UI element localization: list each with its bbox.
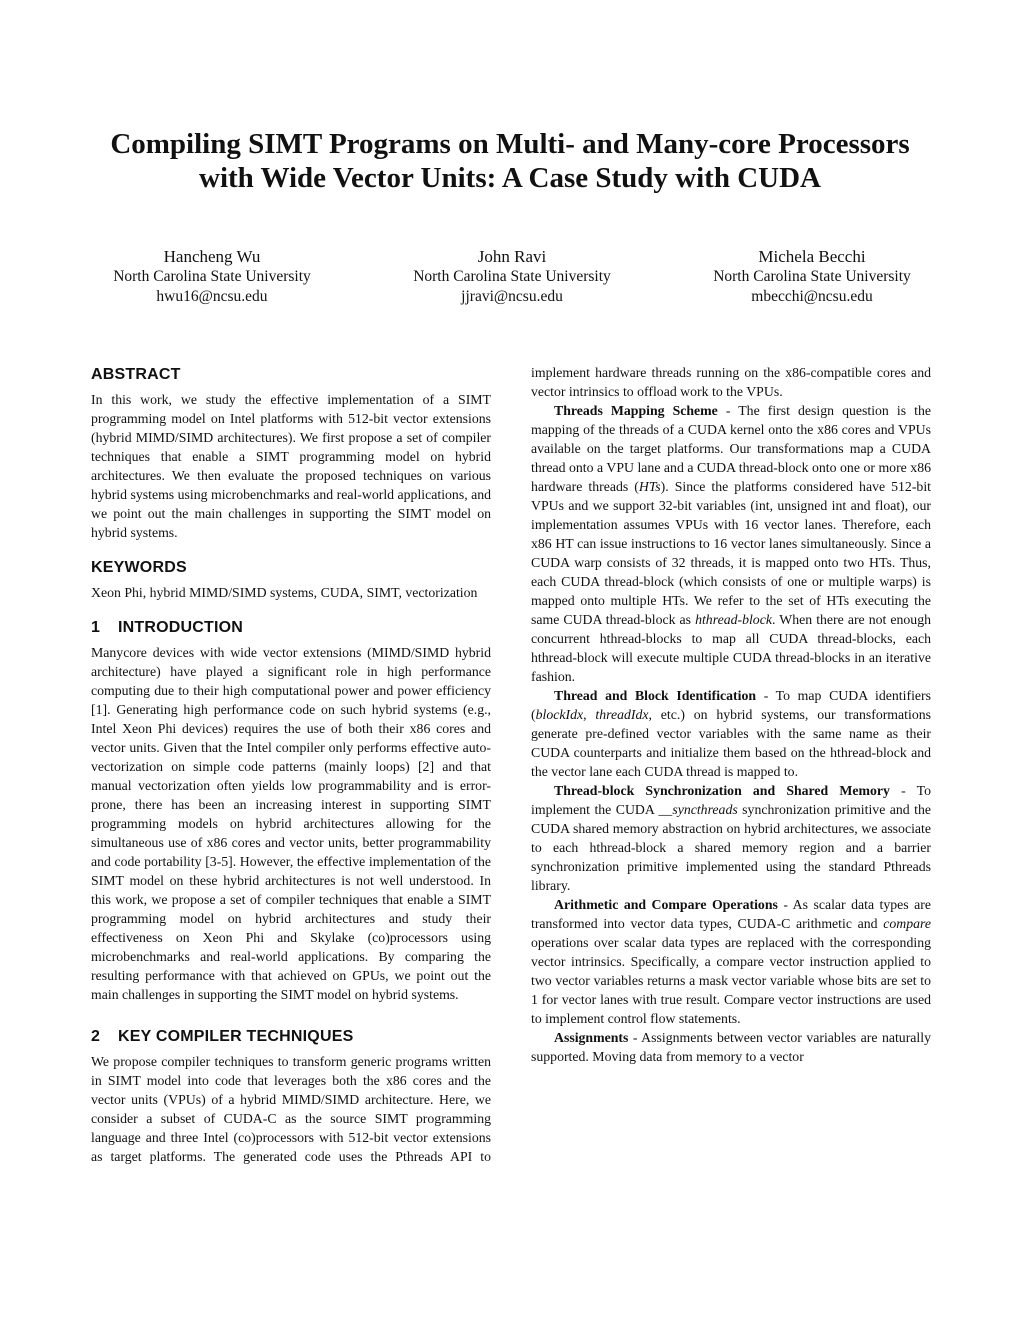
section-number: 2 bbox=[91, 1028, 101, 1045]
emphasis: HTs bbox=[638, 479, 661, 494]
author-email[interactable]: hwu16@ncsu.edu bbox=[156, 288, 268, 305]
emphasis: threadIdx bbox=[595, 707, 649, 722]
author-name: Michela Becchi bbox=[758, 247, 866, 266]
techniques-heading bbox=[91, 1027, 491, 1047]
paragraph-text: - To implement the CUDA bbox=[531, 783, 932, 817]
paragraph-text: ). Since the platforms considered have 512-bit VPUs and we support 32-bit variables (int, unsigned int and float), our implementation assumes VPUs with 16 vector lanes. Therefore, each x86 HT can issue instructions to 16 vector lanes simultaneously. Since a CUDA warp consists of 32 threads, it is mapped onto two HTs. Thus, each CUDA thread-block (which consists of one or multiple warps) is mapped onto multiple HTs. We refer to the set of HTs executing the same CUDA thread-block as bbox=[531, 479, 931, 627]
paragraph-synchronization bbox=[531, 781, 931, 895]
run-in-heading: Arithmetic and Compare Operations bbox=[554, 897, 778, 912]
techniques-intro-continued: implement hardware threads running on the x86-compatible cores and vector intrinsics to offload work to the VPUs. bbox=[531, 365, 931, 399]
abstract-heading: ABSTRACT bbox=[91, 366, 181, 383]
paragraph-text: - The first design question is the mapping of the threads of a CUDA kernel onto the x86 cores and VPUs available on the target platforms. Our transformations map a CUDA thread onto a VPU lane and a CUDA thread-block onto one or more x86 hardware threads ( bbox=[531, 403, 931, 494]
emphasis: hthread-block bbox=[695, 612, 772, 627]
author-block bbox=[662, 247, 962, 307]
right-column bbox=[531, 363, 931, 1066]
author-affiliation: North Carolina State University bbox=[713, 268, 911, 285]
emphasis: __syncthreads bbox=[658, 802, 738, 817]
author-block bbox=[62, 247, 362, 307]
title-line-1: Compiling SIMT Programs on Multi- and Many-core Processors bbox=[110, 128, 910, 160]
emphasis: blockIdx bbox=[535, 707, 584, 722]
introduction-heading bbox=[91, 618, 491, 638]
paper-title bbox=[60, 127, 960, 195]
left-column bbox=[91, 365, 491, 1182]
section-title: KEY COMPILER TECHNIQUES bbox=[118, 1028, 354, 1045]
paragraph-text: . When there are not enough concurrent hthread-blocks to map all CUDA thread-blocks, each hthread-block will execute multiple CUDA thread-blocks in an iterative fashion. bbox=[531, 612, 931, 684]
paragraph-text: synchronization primitive and the CUDA shared memory abstraction on hybrid architectures, we associate to each hthread-block a shared memory region and a barrier synchronization primitive implemented using the standard Pthreads library. bbox=[531, 802, 931, 893]
paragraph-assignments bbox=[531, 1028, 931, 1066]
section-number: 1 bbox=[91, 619, 101, 636]
paragraph-text: , etc.) on hybrid systems, our transformations generate pre-defined vector variables with the same name as their CUDA counterparts and initialize them based on the hthread-block and the vector lane each CUDA thread is mapped to. bbox=[531, 707, 931, 779]
author-name: John Ravi bbox=[477, 247, 547, 266]
run-in-heading: Threads Mapping Scheme bbox=[554, 403, 718, 418]
paragraph-text: - As scalar data types are transformed into vector data types, CUDA-C arithmetic and bbox=[531, 897, 931, 931]
introduction-section bbox=[91, 618, 491, 1004]
paragraph-arithmetic bbox=[531, 895, 931, 1028]
author-block bbox=[362, 247, 662, 307]
run-in-heading: Thread and Block Identification bbox=[554, 688, 757, 703]
abstract-text: In this work, we study the effective implementation of a SIMT programming model on Intel platforms with 512-bit vector extensions (hybrid MIMD/SIMD architectures). We first propose a set of compiler techniques that enable a SIMT programming model on hybrid architectures. We then evaluate the proposed techniques on various hybrid systems using microbenchmarks and real-world applications, and we point out the main challenges in supporting the SIMT model on hybrid systems. bbox=[91, 392, 492, 540]
section-title: INTRODUCTION bbox=[118, 619, 244, 636]
paragraph-text: - To map CUDA identifiers ( bbox=[531, 688, 931, 722]
keywords-heading: KEYWORDS bbox=[91, 559, 187, 576]
keywords-section bbox=[91, 558, 491, 602]
introduction-text: Manycore devices with wide vector extensions (MIMD/SIMD hybrid architecture) have played a significant role in high performance computing due to their high computational power and power efficiency [1]. Generating high performance code on such hybrid systems (e.g., Intel Xeon Phi devices) requires the use of both their x86 cores and vector units. Given that the Intel compiler only performs effective auto-vectorization on simple code patterns (mainly loops) [2] and that manual vectorization often yields low programmability and is error-prone, there has been an increasing interest in supporting SIMT programming models on hybrid architectures allowing for the simultaneous use of x86 cores and vector units, better programmability and code portability [3-5]. However, the effective implementation of the SIMT model on these hybrid architectures is not well understood. In this work, we propose a set of compiler techniques that enable a SIMT programming model on hybrid architectures and study their effectiveness on Xeon Phi and Skylake (co)processors using microbenchmarks and real-world applications. By comparing the resulting performance with that achieved on GPUs, we point out the main challenges in supporting the SIMT model on hybrid systems. bbox=[91, 645, 491, 1002]
paragraph-threads-mapping bbox=[531, 401, 931, 686]
author-email[interactable]: mbecchi@ncsu.edu bbox=[751, 288, 873, 305]
paragraph-text: operations over scalar data types are replaced with the corresponding vector intrinsics. Specifically, a compare vector instruction applied to two vector variables returns a mask vector variable whose bits are set to 1 for vector lanes with true result. Compare vector instructions are used to implement control flow statements. bbox=[531, 935, 931, 1026]
paragraph-text: , bbox=[583, 707, 596, 722]
techniques-section bbox=[91, 1027, 491, 1166]
author-name: Hancheng Wu bbox=[163, 247, 261, 266]
run-in-heading: Assignments bbox=[554, 1030, 629, 1045]
author-email[interactable]: jjravi@ncsu.edu bbox=[461, 288, 563, 305]
title-line-2: with Wide Vector Units: A Case Study with CUDA bbox=[199, 162, 821, 194]
techniques-intro-text: We propose compiler techniques to transform generic programs written in SIMT model into code that leverages both the x86 cores and the vector units (VPUs) of a hybrid MIMD/SIMD architecture. Here, we consider a subset of CUDA-C as the source SIMT programming language and three Intel (co)processors with 512-bit vector extensions as target platforms. The generated code uses the Pthreads API to bbox=[91, 1054, 491, 1164]
paragraph-thread-identification bbox=[531, 686, 931, 781]
keywords-text: Xeon Phi, hybrid MIMD/SIMD systems, CUDA, SIMT, vectorization bbox=[91, 585, 478, 600]
emphasis: compare bbox=[883, 916, 931, 931]
author-affiliation: North Carolina State University bbox=[413, 268, 611, 285]
abstract-section bbox=[91, 365, 491, 542]
run-in-heading: Thread-block Synchronization and Shared Memory bbox=[554, 783, 890, 798]
paragraph-text: - Assignments between vector variables are naturally supported. Moving data from memory to a vector bbox=[531, 1030, 931, 1064]
author-affiliation: North Carolina State University bbox=[113, 268, 311, 285]
